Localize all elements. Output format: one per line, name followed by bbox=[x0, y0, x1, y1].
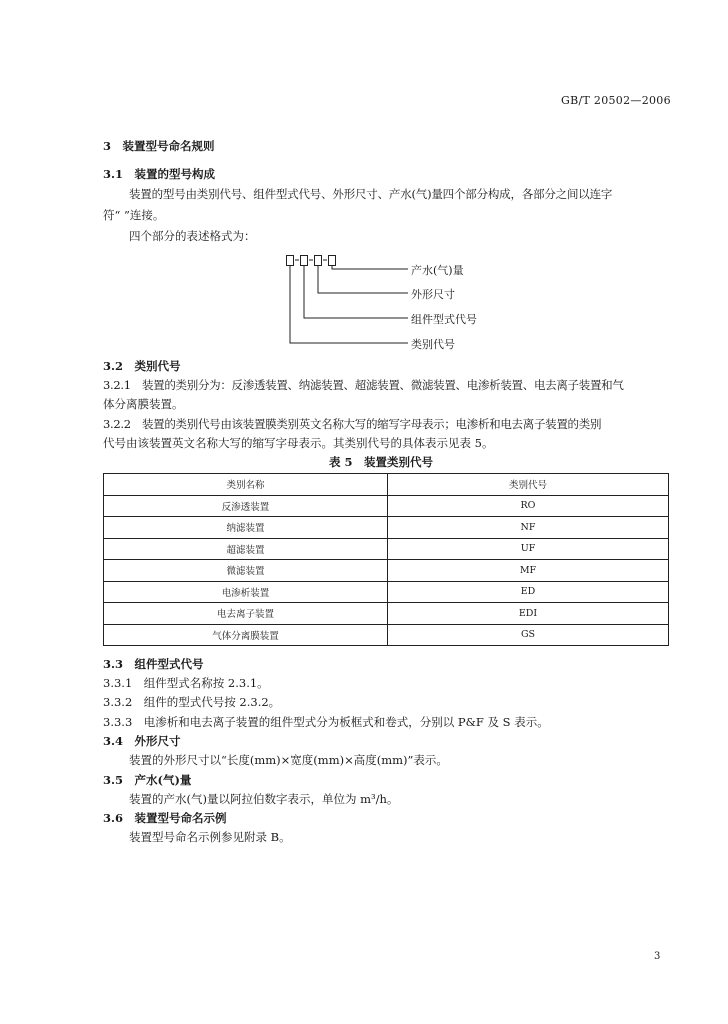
paragraph-3-4: 装置的外形尺寸以“长度(mm)×宽度(mm)×高度(mm)”表示。 bbox=[129, 753, 448, 767]
format-label-dimensions: 外形尺寸 bbox=[411, 288, 455, 301]
table-cell-code: RO bbox=[388, 495, 669, 517]
section-3-1-title: 3.1 装置的型号构成 bbox=[103, 167, 216, 181]
section-3-4-title: 3.4 外形尺寸 bbox=[103, 734, 181, 748]
table-header-row bbox=[104, 474, 669, 496]
format-label-module-type: 组件型式代号 bbox=[411, 313, 477, 326]
section-3-5-title: 3.5 产水(气)量 bbox=[103, 773, 192, 787]
table-row bbox=[104, 517, 669, 539]
table-cell-name: 气体分离膜装置 bbox=[104, 624, 388, 646]
table-5-caption: 表 5 装置类别代号 bbox=[329, 455, 434, 469]
paragraph-3-3-1: 3.3.1 组件型式名称按 2.3.1。 bbox=[103, 676, 269, 690]
section-3-6-title: 3.6 装置型号命名示例 bbox=[103, 811, 227, 825]
paragraph-3-2-1-line2: 体分离膜装置。 bbox=[103, 397, 184, 411]
paragraph-3-1-format: 四个部分的表述格式为： bbox=[129, 229, 256, 243]
table-cell-code: ED bbox=[388, 581, 669, 603]
paragraph-3-2-1-line1: 3.2.1 装置的类别分为：反渗透装置、纳滤装置、超滤装置、微滤装置、电渗析装置、电去离子装置和气 bbox=[103, 378, 624, 392]
table-cell-code: NF bbox=[388, 517, 669, 539]
table-cell-code: UF bbox=[388, 538, 669, 560]
table-cell-name: 反渗透装置 bbox=[104, 495, 388, 517]
table-cell-code: GS bbox=[388, 624, 669, 646]
section-3-title: 3 装置型号命名规则 bbox=[103, 139, 215, 153]
paragraph-3-2-2-line2: 代号由该装置英文名称大写的缩写字母表示。其类别代号的具体表示见表 5。 bbox=[103, 436, 494, 450]
table-row bbox=[104, 495, 669, 517]
format-label-category: 类别代号 bbox=[411, 338, 455, 351]
paragraph-3-6: 装置型号命名示例参见附录 B。 bbox=[129, 830, 291, 844]
format-label-output: 产水(气)量 bbox=[411, 264, 464, 277]
paragraph-3-2-2-line1: 3.2.2 装置的类别代号由该装置膜类别英文名称大写的缩写字母表示；电渗析和电去离子装置的类别 bbox=[103, 417, 602, 431]
table-header-category-code: 类别代号 bbox=[388, 474, 669, 496]
table-cell-code: EDI bbox=[388, 603, 669, 625]
table-cell-name: 微滤装置 bbox=[104, 560, 388, 582]
table-row bbox=[104, 538, 669, 560]
paragraph-3-5: 装置的产水(气)量以阿拉伯数字表示，单位为 m³/h。 bbox=[129, 792, 399, 806]
table-row bbox=[104, 624, 669, 646]
table-cell-name: 超滤装置 bbox=[104, 538, 388, 560]
standard-number: GB/T 20502—2006 bbox=[561, 94, 671, 107]
paragraph-3-1-line2: 符“ ”连接。 bbox=[103, 208, 165, 222]
page-number: 3 bbox=[654, 951, 661, 962]
section-3-2-title: 3.2 类别代号 bbox=[103, 359, 181, 373]
format-connector-lines bbox=[280, 250, 520, 360]
format-diagram bbox=[280, 250, 520, 360]
table-row bbox=[104, 581, 669, 603]
paragraph-3-1-line1: 装置的型号由类别代号、组件型式代号、外形尺寸、产水(气)量四个部分构成，各部分之间以连字 bbox=[129, 187, 613, 201]
table-header-category-name: 类别名称 bbox=[104, 474, 388, 496]
paragraph-3-3-2: 3.3.2 组件的型式代号按 2.3.2。 bbox=[103, 695, 281, 709]
table-cell-name: 电去离子装置 bbox=[104, 603, 388, 625]
table-cell-name: 电渗析装置 bbox=[104, 581, 388, 603]
table-5 bbox=[103, 473, 669, 646]
table-row bbox=[104, 603, 669, 625]
paragraph-3-3-3: 3.3.3 电渗析和电去离子装置的组件型式分为板框式和卷式，分别以 P&F 及 S 表示。 bbox=[103, 715, 549, 729]
table-cell-name: 纳滤装置 bbox=[104, 517, 388, 539]
section-3-3-title: 3.3 组件型式代号 bbox=[103, 657, 204, 671]
table-cell-code: MF bbox=[388, 560, 669, 582]
table-row bbox=[104, 560, 669, 582]
